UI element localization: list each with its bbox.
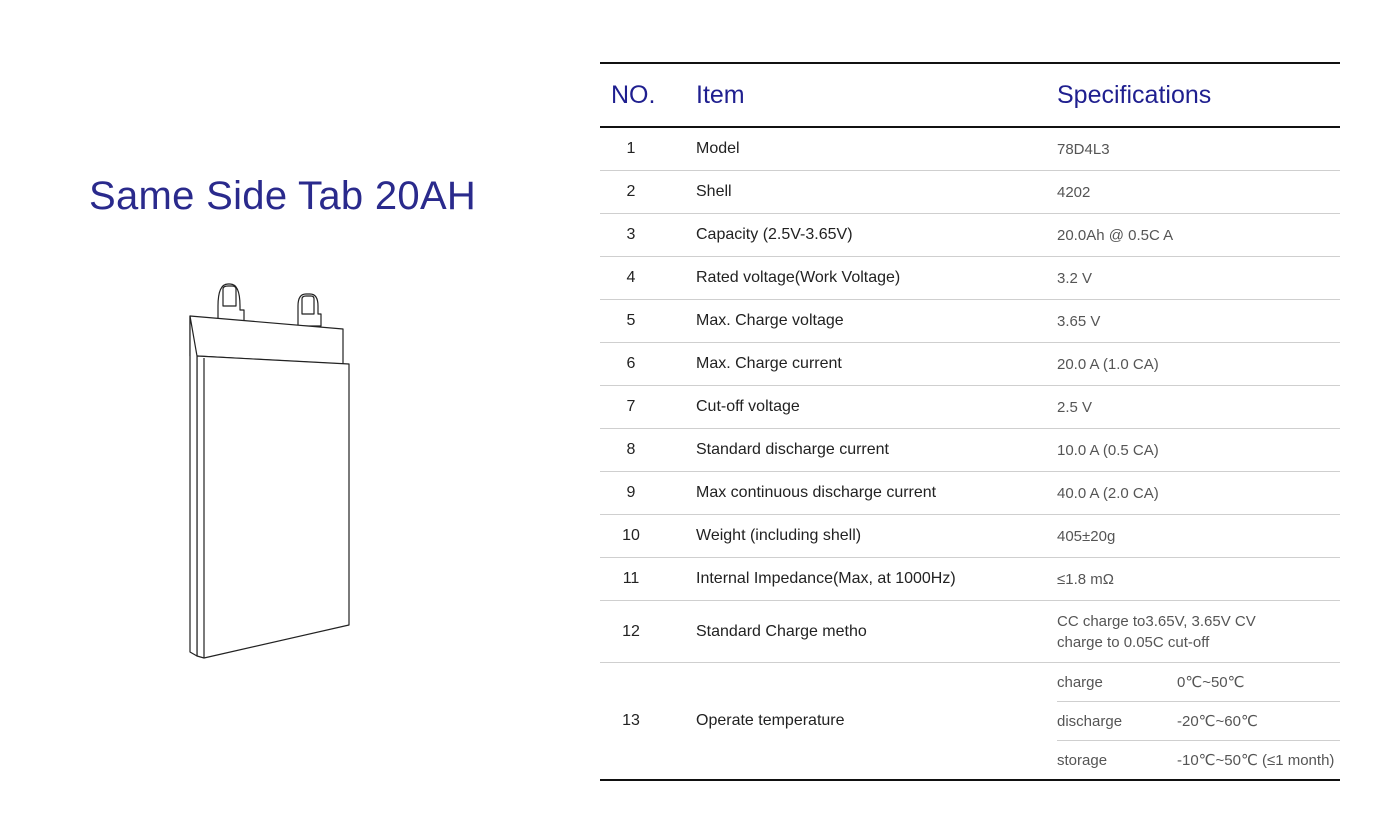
spec-value: 20.0Ah @ 0.5C A [1057, 214, 1340, 257]
spec-value: ≤1.8 mΩ [1057, 558, 1340, 601]
table-row [600, 663, 1340, 781]
table-row [600, 515, 1340, 558]
spec-value: 40.0 A (2.0 CA) [1057, 472, 1340, 515]
table-row [600, 429, 1340, 472]
sub-value: -20℃~60℃ [1177, 702, 1340, 741]
battery-cell-illustration [180, 272, 360, 672]
header-item: Item [696, 63, 1057, 127]
item-label: Cut-off voltage [696, 386, 1057, 429]
table-row [600, 300, 1340, 343]
item-label: Shell [696, 171, 1057, 214]
spec-subtable-cell [1057, 663, 1340, 781]
spec-value [1057, 601, 1340, 663]
sub-label: discharge [1057, 702, 1177, 741]
table-row [600, 601, 1340, 663]
item-label: Operate temperature [696, 663, 1057, 781]
spec-value: 10.0 A (0.5 CA) [1057, 429, 1340, 472]
sub-value: -10℃~50℃ (≤1 month) [1177, 752, 1335, 769]
row-number: 9 [626, 484, 636, 501]
sub-label: storage [1057, 751, 1108, 769]
item-label: Max. Charge current [696, 343, 1057, 386]
row-number: 6 [626, 355, 636, 372]
row-number: 5 [626, 312, 636, 329]
item-label: Standard discharge current [696, 429, 1057, 472]
sub-value: 0℃~50℃ [1177, 663, 1340, 702]
table-row [600, 472, 1340, 515]
subtable-row [1057, 663, 1340, 702]
spec-value: 20.0 A (1.0 CA) [1057, 343, 1340, 386]
row-number: 3 [626, 226, 636, 243]
table-row [600, 127, 1340, 171]
subtable-row [1057, 702, 1340, 741]
product-title: Same Side Tab 20AH [89, 174, 477, 218]
item-label: Standard Charge metho [696, 601, 1057, 663]
table-row [600, 257, 1340, 300]
item-label: Model [696, 127, 1057, 171]
row-number: 7 [626, 398, 636, 415]
spec-value-line: CC charge to3.65V, 3.65V CV [1057, 612, 1256, 630]
subtable-row [1057, 741, 1340, 780]
table-row [600, 171, 1340, 214]
specifications-table [600, 62, 1340, 781]
header-no: NO. [600, 63, 696, 127]
table-row [600, 214, 1340, 257]
row-number: 11 [622, 570, 640, 587]
temperature-subtable [1057, 663, 1340, 779]
spec-value: 3.65 V [1057, 300, 1340, 343]
item-label: Capacity (2.5V-3.65V) [696, 214, 1057, 257]
spec-value: 2.5 V [1057, 386, 1340, 429]
spec-value-line: charge to 0.05C cut-off [1057, 633, 1210, 651]
spec-value: 4202 [1057, 171, 1340, 214]
item-label: Weight (including shell) [696, 515, 1057, 558]
table-header-row [600, 63, 1340, 127]
item-label: Max. Charge voltage [696, 300, 1057, 343]
item-label: Rated voltage(Work Voltage) [696, 257, 1057, 300]
row-number: 1 [626, 140, 636, 157]
row-number: 13 [622, 712, 640, 729]
terminal-tab-left [218, 284, 244, 322]
row-number: 2 [626, 183, 636, 200]
item-label: Internal Impedance(Max, at 1000Hz) [696, 558, 1057, 601]
header-specifications: Specifications [1057, 63, 1340, 127]
row-number: 10 [622, 527, 640, 544]
row-number: 8 [626, 441, 636, 458]
table-row [600, 558, 1340, 601]
row-number: 4 [626, 269, 636, 286]
item-label: Max continuous discharge current [696, 472, 1057, 515]
sub-label: charge [1057, 663, 1177, 702]
spec-value: 3.2 V [1057, 257, 1340, 300]
table-row [600, 343, 1340, 386]
row-number: 12 [622, 622, 640, 640]
spec-value: 405±20g [1057, 515, 1340, 558]
spec-value: 78D4L3 [1057, 127, 1340, 171]
table-row [600, 386, 1340, 429]
